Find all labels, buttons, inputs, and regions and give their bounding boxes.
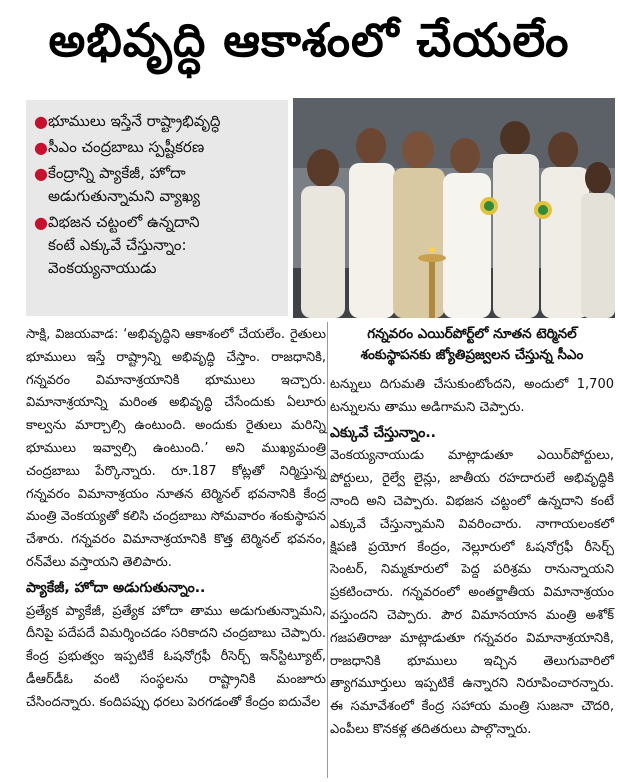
- headline: అభివృద్ధి ఆకాశంలో చేయలేం: [48, 13, 570, 67]
- highlight-text: విభజన చట్టంలో ఉన్నదాని కంటే ఎక్కువే చేస్తున్నాం: వెంకయ్యనాయుడు: [48, 213, 200, 277]
- subheading: ఎక్కువే చేస్తున్నాం..: [330, 424, 436, 441]
- article-column-right: [330, 374, 614, 742]
- bullet-icon: ●: [34, 138, 48, 157]
- highlight-item: [34, 162, 282, 208]
- news-photo: [293, 98, 615, 318]
- highlight-item: [34, 136, 282, 159]
- bullet-icon: ●: [34, 164, 48, 183]
- highlight-text: భూములు ఇస్తేనే రాష్ట్రాభివృద్ధి: [48, 112, 221, 130]
- article-paragraph: టన్నులు దిగుమతి చేసుకుంటోందని, అందులో 1,700 టన్నులను తాము అడిగామని చెప్పారు.: [330, 377, 614, 415]
- subheading: ప్యాకేజీ, హోదా అడుగుతున్నాం..: [26, 579, 206, 596]
- highlight-item: [34, 211, 282, 280]
- bullet-icon: ●: [34, 213, 48, 232]
- column-divider: [327, 322, 328, 778]
- photo-caption: గన్నవరం ఎయిర్‌పోర్ట్‌లో నూతన టెర్మినల్ శంకుస్థాపనకు జ్యోతిప్రజ్వలన చేస్తున్న సీఎం: [360, 326, 584, 363]
- highlight-text: సీఎం చంద్రబాబు స్పష్టీకరణ: [48, 138, 205, 156]
- article-paragraph: సాక్షి, విజయవాడ: ‘అభివృద్ధిని ఆకాశంలో చేయలేం. రైతులు భూములు ఇస్తే రాష్ట్రాన్ని అభివృద్ధి చేస్తాం. రాజధానికి, గన్నవరం విమానాశ్రయానికి భూములు ఇచ్చారు. విమానాశ్రయాన్ని మరింత అభివృద్ధి చేసేందుకు ఏలూరు కాల్వను మార్చాల్సి ఉంటుంది. అందుకు రైతులు మరిన్ని భూములు ఇవ్వాల్సి ఉంటుంది.’ అని ముఖ్యమంత్రి చంద్రబాబు పేర్కొన్నారు. రూ.187 కోట్లతో నిర్మిస్తున్న గన్నవరం విమానాశ్రయం నూతన టెర్మినల్ భవనానికి కేంద్ర మంత్రి వెంకయ్యతో కలిసి చంద్రబాబు సోమవారం శంకుస్థాపన చేశారు. గన్నవరం విమానాశ్రయానికి కొత్త టెర్మినల్ భవనం, రన్‌వేలు వస్తాయని తెలిపారు.: [26, 327, 326, 570]
- highlights-box: [26, 100, 288, 316]
- article-paragraph: వెంకయ్యనాయుడు మాట్లాడుతూ ఎయిర్‌పోర్టులు, పోర్టులు, రైల్వే లైన్లు, జాతీయ రహదారులే అభివృద్ధికి నాంది అని చెప్పారు. విభజన చట్టంలో ఉన్నదాని కంటే ఎక్కువే చేస్తున్నామని వివరించారు. నాగాయలంకలో క్షిపణి ప్రయోగ కేంద్రం, నెల్లూరులో ఓషనోగ్రఫీ రీసెర్చ్ సెంటర్, నిమ్మకూరులో పెద్ద పరిశ్రమ రానున్నాయని ప్రకటించారు. గన్నవరంలో అంతర్జాతీయ విమానాశ్రయం వస్తుందని చెప్పారు. పౌర విమానయాన మంత్రి అశోక్ గజపతిరాజు మాట్లాడుతూ గన్నవరం విమానాశ్రయానికి, రాజధానికి భూములు ఇచ్చిన తెలుగువారిలో త్యాగమూర్తులు ఇప్పటికే ఉన్నారని నిరూపించారన్నారు. ఈ సమావేశంలో కేంద్ర సహాయ మంత్రి సుజనా చౌదరి, ఎంపీలు కొనకళ్ల తదితరులు పాల్గొన్నారు.: [330, 448, 614, 737]
- article-column-left: [26, 324, 326, 715]
- bullet-icon: ●: [34, 112, 48, 131]
- highlight-item: [34, 110, 282, 133]
- article-paragraph: ప్రత్యేక ప్యాకేజీ, ప్రత్యేక హోదా తాము అడుగుతున్నామని, దీనిపై పదేపదే విమర్శించడం సరికాదని చంద్రబాబు చెప్పారు. కేంద్ర ప్రభుత్వం ఇప్పటికే ఓషనోగ్రఫీ రీసెర్చ్ ఇన్‌స్టిట్యూట్, డీఆర్‌డీఓ వంటి సంస్థలను రాష్ట్రానికి మంజూరు చేసిందన్నారు. కందిపప్పు ధరలు పెరగడంతో కేంద్రం ఐదువేల: [26, 603, 326, 710]
- highlight-text: కేంద్రాన్ని ప్యాకేజీ, హోదా అడుగుతున్నామని వ్యాఖ్య: [48, 164, 200, 205]
